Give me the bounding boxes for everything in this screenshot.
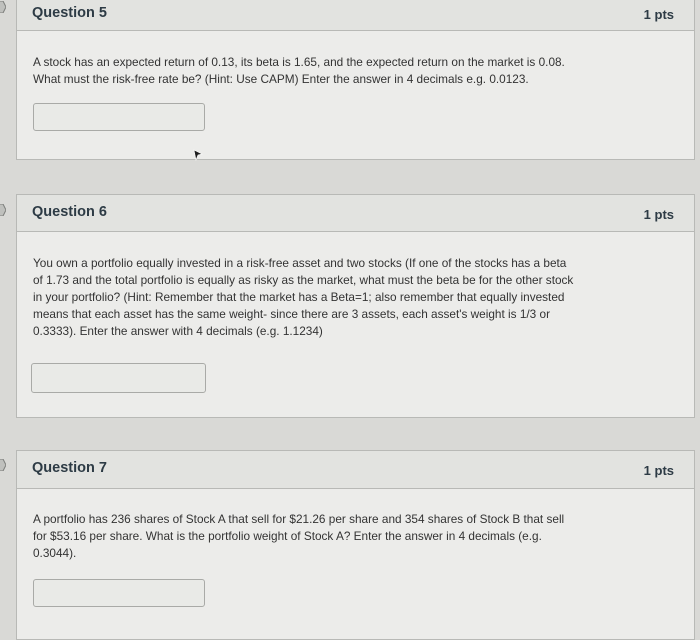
question-title: Question 6 xyxy=(32,204,107,220)
question-title: Question 5 xyxy=(32,5,107,21)
question-7-card xyxy=(16,450,695,640)
question-5-header xyxy=(17,0,694,31)
question-7-header xyxy=(17,451,694,489)
question-marker-icon xyxy=(0,459,6,471)
question-points: 1 pts xyxy=(643,7,674,22)
question-points: 1 pts xyxy=(643,463,674,478)
question-text: A stock has an expected return of 0.13, its beta is 1.65, and the expected return on the market is 0.08. What must the risk-free rate be? (Hint: Use CAPM) Enter the answer in 4 decimals e.g. 0.0123. xyxy=(33,55,565,86)
question-6-card xyxy=(16,194,695,418)
question-title: Question 7 xyxy=(32,460,107,476)
question-6-header xyxy=(17,195,694,232)
question-text: You own a portfolio equally invested in a risk-free asset and two stocks (If one of the stocks has a beta of 1.73 and the total portfolio is equally as risky as the market, what must the beta be for the other stock in your portfolio? (Hint: Remember that the market has a Beta=1; also remember that equally invested means that each asset has the same weight- since there are 3 assets, each asset's weight is 1/3 or 0.3333). Enter the answer with 4 decimals (e.g. 1.1234) xyxy=(33,256,574,338)
answer-input[interactable] xyxy=(31,363,206,393)
answer-input[interactable] xyxy=(33,579,205,607)
question-text: A portfolio has 236 shares of Stock A that sell for $21.26 per share and 354 shares of Stock B that sell for $53.16 per share. What is the portfolio weight of Stock A? Enter the answer in 4 decimals (e.g. 0.3044). xyxy=(33,512,565,560)
mouse-cursor-icon xyxy=(193,149,203,161)
answer-input[interactable] xyxy=(33,103,205,131)
question-points: 1 pts xyxy=(643,207,674,222)
question-5-card xyxy=(16,0,695,160)
question-marker-icon xyxy=(0,1,6,13)
question-marker-icon xyxy=(0,204,6,216)
